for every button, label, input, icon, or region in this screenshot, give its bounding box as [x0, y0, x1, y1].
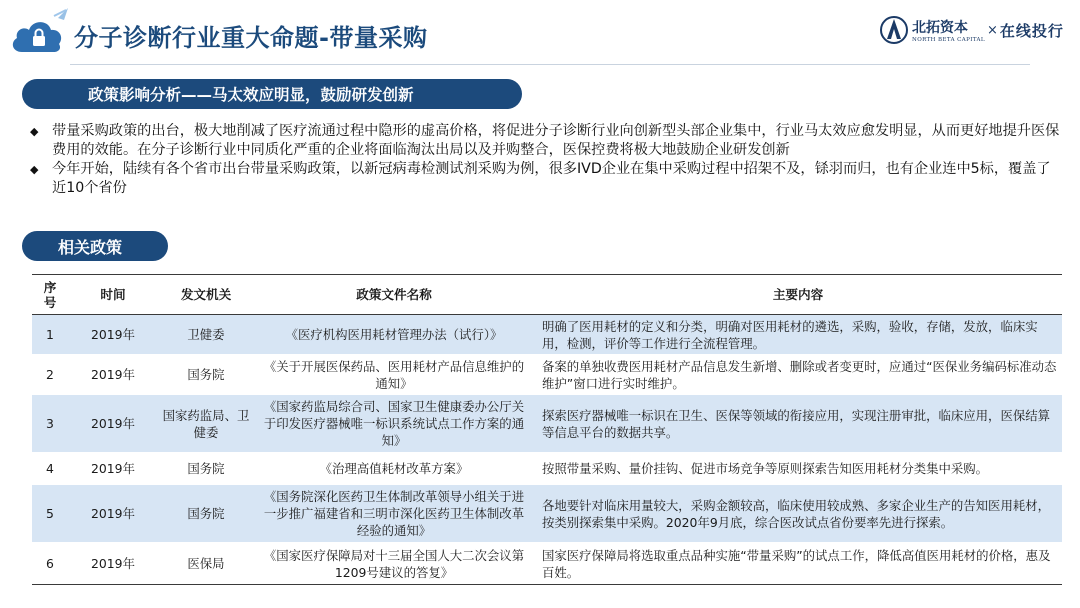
- policy-section-heading: 相关政策: [22, 231, 168, 261]
- cell-no: 2: [32, 355, 68, 395]
- table-row: [32, 485, 1062, 543]
- brand-logos: [880, 12, 1064, 48]
- logo-separator: ×: [986, 22, 998, 38]
- table-row: [32, 395, 1062, 453]
- cell-no: 3: [32, 395, 68, 453]
- partner-logo-text: 在线投行: [999, 21, 1064, 40]
- cell-name: 《关于开展医保药品、医用耗材产品信息维护的通知》: [254, 355, 534, 395]
- column-header-org: 发文机关: [158, 275, 254, 315]
- logo-chinese-name: 北拓资本: [912, 20, 968, 36]
- column-header-content: 主要内容: [534, 275, 1062, 315]
- cell-name: 《国务院深化医药卫生体制改革领导小组关于进一步推广福建省和三明市深化医药卫生体制改革经验的通知》: [254, 485, 534, 543]
- cell-no: 5: [32, 485, 68, 543]
- analysis-section-heading: 政策影响分析——马太效应明显，鼓励研发创新: [22, 79, 522, 109]
- table-row: [32, 453, 1062, 485]
- diamond-bullet-icon: ◆: [30, 163, 39, 176]
- analysis-bullet: [30, 160, 1060, 198]
- bullet-text: 今年开始，陆续有各个省市出台带量采购政策，以新冠病毒检测试剂采购为例，很多IVD企业在集中采购过程中招架不及，铩羽而归，也有企业连中5标，覆盖了近10个省份: [52, 161, 1051, 196]
- cell-org: 卫健委: [158, 315, 254, 355]
- page-title: 分子诊断行业重大命题-带量采购: [74, 24, 428, 52]
- cell-org: 国家药监局、卫健委: [158, 395, 254, 453]
- analysis-bullets: [30, 122, 1060, 198]
- cell-name: 《治理高值耗材改革方案》: [254, 453, 534, 485]
- cell-name: 《国家药监局综合司、国家卫生健康委办公厅关于印发医疗器械唯一标识系统试点工作方案的通知》: [254, 395, 534, 453]
- cell-time: 2019年: [68, 355, 158, 395]
- cell-content: 各地要针对临床用量较大，采购金额较高，临床使用较成熟、多家企业生产的告知医用耗材，按类别探索集中采购。2020年9月底，综合医改试点省份要率先进行探索。: [534, 485, 1062, 543]
- cell-no: 6: [32, 543, 68, 585]
- cell-time: 2019年: [68, 315, 158, 355]
- table-header-row: [32, 275, 1062, 315]
- column-header-name: 政策文件名称: [254, 275, 534, 315]
- cell-org: 国务院: [158, 355, 254, 395]
- cell-name: 《医疗机构医用耗材管理办法（试行）》: [254, 315, 534, 355]
- cell-time: 2019年: [68, 485, 158, 543]
- cell-content: 备案的单独收费医用耗材产品信息发生新增、删除或者变更时，应通过“医保业务编码标准动态维护”窗口进行实时维护。: [534, 355, 1062, 395]
- cell-time: 2019年: [68, 543, 158, 585]
- cell-content: 按照带量采购、量价挂钩、促进市场竞争等原则探索告知医用耗材分类集中采购。: [534, 453, 1062, 485]
- cell-no: 1: [32, 315, 68, 355]
- table-row: [32, 355, 1062, 395]
- cell-content: 国家医疗保障局将选取重点品种实施“带量采购”的试点工作，降低高值医用耗材的价格，惠及百姓。: [534, 543, 1062, 585]
- north-beta-logo-icon: [880, 14, 908, 46]
- policy-table: [32, 274, 1062, 585]
- table-row: [32, 315, 1062, 355]
- header: [0, 0, 1080, 66]
- cell-org: 医保局: [158, 543, 254, 585]
- analysis-bullet: [30, 122, 1060, 160]
- cell-content: 明确了医用耗材的定义和分类，明确对医用耗材的遴选，采购，验收，存储，发放，临床实用，检测，评价等工作进行全流程管理。: [534, 315, 1062, 355]
- header-divider: [70, 64, 1030, 65]
- cell-content: 探索医疗器械唯一标识在卫生、医保等领域的衔接应用，实现注册审批，临床应用，医保结算等信息平台的数据共享。: [534, 395, 1062, 453]
- bullet-text: 带量采购政策的出台，极大地削减了医疗流通过程中隐形的虚高价格，将促进分子诊断行业向创新型头部企业集中，行业马太效应愈发明显，从而更好地提升医保费用的效能。在分子诊断行业中同质化严重的企业将面临淘汰出局以及并购整合，医保控费将极大地鼓励企业研发创新: [52, 123, 1060, 158]
- column-header-no: 序号: [32, 275, 68, 315]
- diamond-bullet-icon: ◆: [30, 125, 39, 138]
- column-header-time: 时间: [68, 275, 158, 315]
- cell-time: 2019年: [68, 395, 158, 453]
- table-row: [32, 543, 1062, 585]
- cell-org: 国务院: [158, 485, 254, 543]
- cell-org: 国务院: [158, 453, 254, 485]
- cloud-lock-icon: [8, 6, 70, 56]
- cell-time: 2019年: [68, 453, 158, 485]
- logo-english-name: NORTH BETA CAPITAL: [912, 37, 985, 43]
- cell-no: 4: [32, 453, 68, 485]
- cell-name: 《国家医疗保障局对十三届全国人大二次会议第1209号建议的答复》: [254, 543, 534, 585]
